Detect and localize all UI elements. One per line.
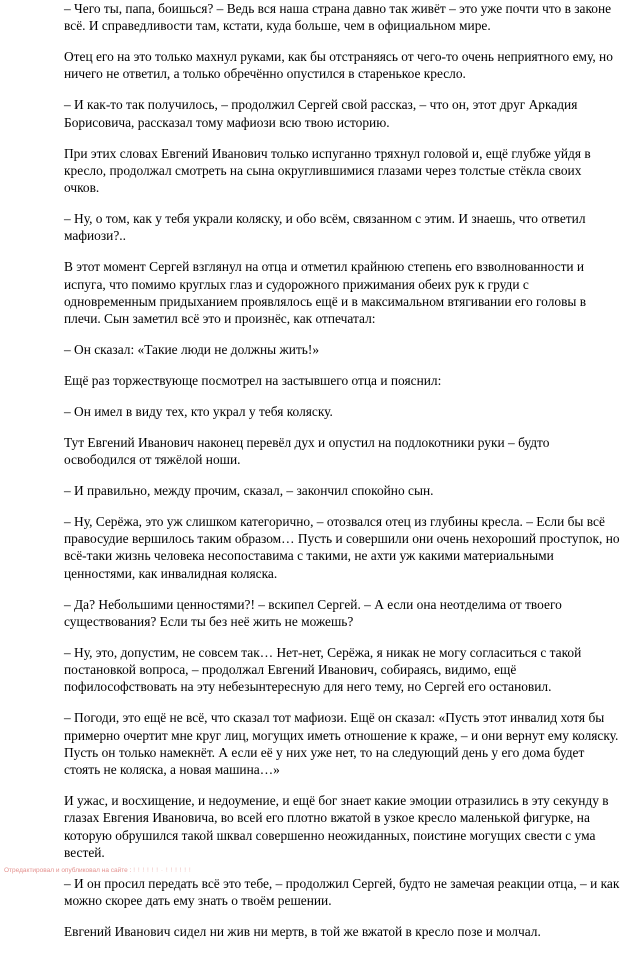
watermark-text: Отредактировал и опубликовал на сайте : bbox=[4, 867, 132, 874]
paragraph: – И он просил передать всё это тебе, – продолжил Сергей, будто не замечая реакции отца, – и как можно скорее дать ему знать о твоём решении. bbox=[64, 875, 620, 909]
paragraph: – Погоди, это ещё не всё, что сказал тот мафиози. Ещё он сказал: «Пусть этот инвалид хотя бы примерно очертит мне круг лиц, могущих иметь отношение к краже, – и они вернут ему коляску. Пусть он только намекнёт. А если её у них уже нет, то на следующий день у его дома будет стоять не коляска, а новая машина…» bbox=[64, 710, 619, 778]
paragraph: – Чего ты, папа, боишься? – Ведь вся наша страна давно так живёт – это уже почти что в законе всё. И справедливости там, кстати, куда больше, чем в официальном мире. bbox=[64, 1, 612, 34]
paragraph: – Ну, это, допустим, не совсем так… Нет-нет, Серёжа, я никак не могу согласиться с такой постановкой вопроса, – продолжал Евгений Иванович, собираясь, видимо, ещё пофилософствовать на эту небезынтересную для него тему, но Сергей его остановил. bbox=[64, 644, 582, 695]
book-text bbox=[64, 0, 620, 954]
paragraph: – Да? Небольшими ценностями?! – вскипел Сергей. – А если она неотделима от твоего существования? Если ты без неё жить не можешь? bbox=[64, 596, 562, 629]
watermark-faint-text: ! ! ! ! ! ! · ! ! ! ! ! ! bbox=[133, 867, 192, 874]
paragraph: Отец его на это только махнул руками, как бы отстраняясь от чего-то очень неприятного ему, но ничего не ответил, а только обречённо опустился в старенькое кресло. bbox=[64, 49, 613, 82]
paragraph: – И правильно, между прочим, сказал, – закончил спокойно сын. bbox=[64, 482, 434, 498]
paragraph: – Ну, о том, как у тебя украли коляску, и обо всём, связанном с этим. И знаешь, что ответил мафиози?.. bbox=[64, 211, 586, 244]
paragraph: – Он имел в виду тех, кто украл у тебя коляску. bbox=[64, 403, 333, 419]
paragraph: При этих словах Евгений Иванович только испуганно тряхнул головой и, ещё глубже уйдя в кресло, продолжал смотреть на сына округлившимися глазами через толстые стёкла своих очков. bbox=[64, 145, 591, 196]
paragraph: Ещё раз торжествующе посмотрел на застывшего отца и пояснил: bbox=[64, 372, 442, 388]
paragraph: В этот момент Сергей взглянул на отца и отметил крайнюю степень его взволнованности и испуга, что помимо круглых глаз и судорожного прижимания обеих рук к груди с одновременным придыханием проявлялось ещё и в максимальном втягивании его головы в плечи. Сын заметил всё это и произнёс, как отпечатал: bbox=[64, 259, 587, 327]
paragraph: И ужас, и восхищение, и недоумение, и ещё бог знает какие эмоции отразились в эту секунду в глазах Евгения Ивановича, во всей его плотно вжатой в узкое кресло маленькой фигурке, на которую обрушился такой шквал совершенно неожиданных, поистине могущих свести с ума вестей. bbox=[64, 793, 609, 860]
paragraph: – Ну, Серёжа, это уж слишком категорично, – отозвался отец из глубины кресла. – Если бы всё правосудие вершилось таким образом… Пусть и совершили они очень нехороший проступок, но всё-таки жизнь человека несопоставима с такими, не ахти уж какими материальными ценностями, как инвалидная коляска. bbox=[64, 513, 620, 581]
paragraph: Евгений Иванович сидел ни жив ни мертв, в той же вжатой в кресло позе и молчал. bbox=[64, 923, 541, 939]
paragraph: – И как-то так получилось, – продолжил Сергей свой рассказ, – что он, этот друг Аркадия Борисовича, рассказал тому мафиози всю твою историю. bbox=[64, 97, 578, 130]
paragraph: – Он сказал: «Такие люди не должны жить!» bbox=[64, 342, 320, 358]
footer-watermark bbox=[4, 866, 191, 876]
paragraph: Тут Евгений Иванович наконец перевёл дух и опустил на подлокотники руки – будто освободился от тяжёлой ноши. bbox=[64, 434, 550, 467]
